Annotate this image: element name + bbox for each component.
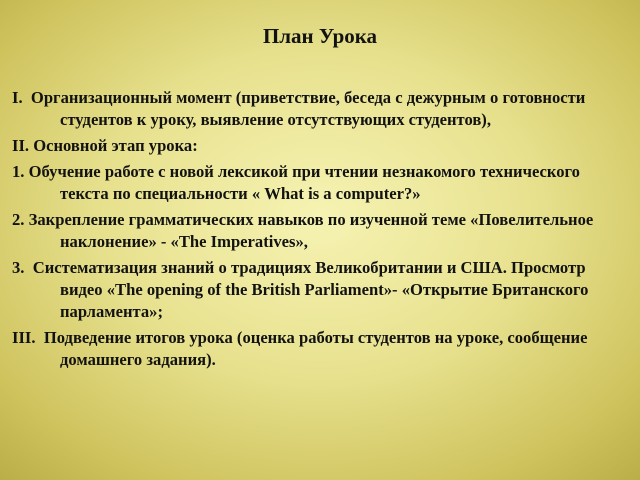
item-text: Обучение работе с новой лексикой при чтении незнакомого технического текста по специальности « What is a computer?»: [28, 162, 580, 203]
list-item: [12, 257, 630, 323]
slide-title: План Урока: [262, 24, 378, 48]
item-number: 3.: [12, 258, 33, 277]
item-number: III.: [12, 328, 44, 347]
list-item: [12, 327, 630, 371]
lesson-plan-list: [12, 87, 630, 375]
item-number: I.: [12, 88, 31, 107]
item-text: Подведение итогов урока (оценка работы студентов на уроке, сообщение домашнего задания).: [43, 328, 588, 369]
list-item: [12, 161, 630, 205]
item-number: 2.: [12, 210, 29, 229]
item-text: Закрепление грамматических навыков по изученной теме «Повелительное наклонение» - «The Imperatives»,: [28, 210, 594, 251]
item-number: 1.: [12, 162, 29, 181]
list-item: [12, 87, 630, 131]
list-item: [12, 209, 630, 253]
item-number: II.: [12, 136, 34, 155]
item-text: Основной этап урока:: [33, 136, 198, 155]
item-text: Организационный момент (приветствие, беседа с дежурным о готовности студентов к уроку, выявление отсутствующих студентов),: [30, 88, 586, 129]
item-text: Систематизация знаний о традициях Великобритании и США. Просмотр видео «The opening of the British Parliament»- «Открытие Британского парламента»;: [32, 258, 589, 321]
list-item: [12, 135, 630, 157]
